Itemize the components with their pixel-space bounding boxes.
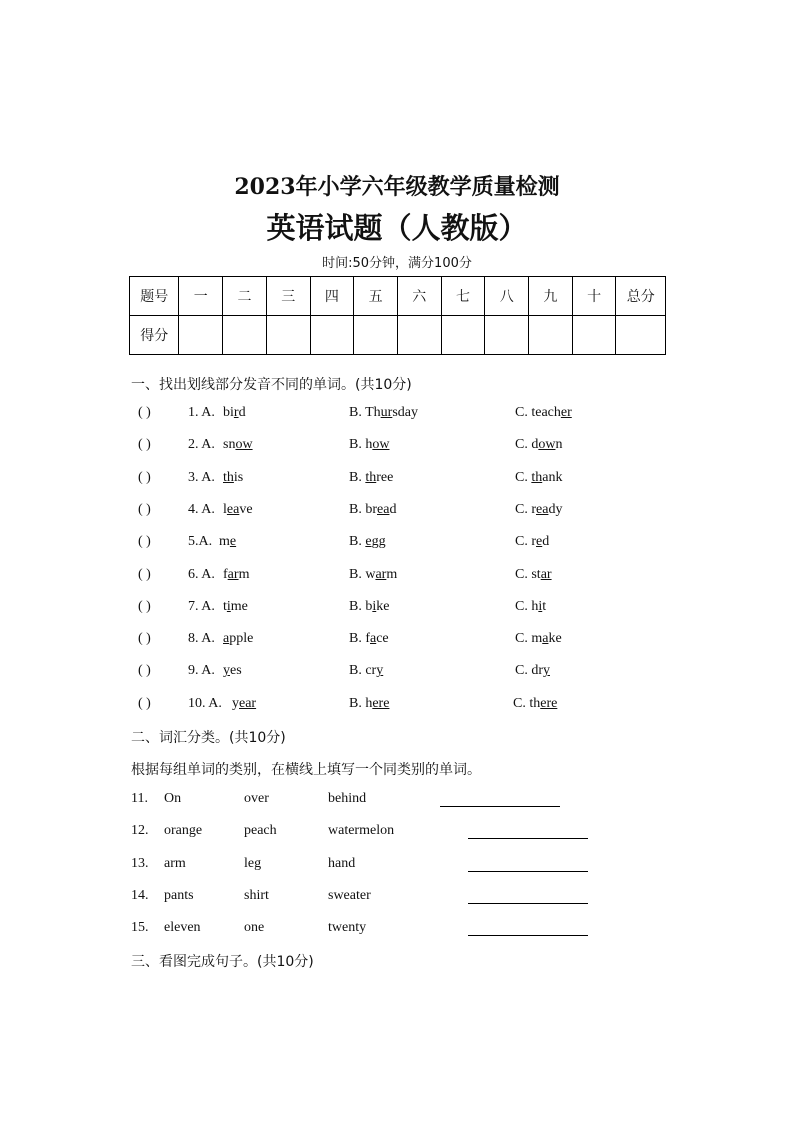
question-number: 6. A. — [188, 566, 215, 582]
underlined-letters: e — [536, 534, 543, 550]
word-3: sweater — [328, 887, 371, 903]
fill-in-line[interactable] — [468, 837, 588, 839]
question-number: 10. A. — [188, 695, 222, 711]
word-3: hand — [328, 855, 356, 871]
item-number: 13. — [131, 855, 149, 871]
fill-in-line[interactable] — [468, 934, 588, 936]
question-number: 5.A. — [188, 534, 213, 550]
answer-blank[interactable]: ( ) — [138, 534, 151, 550]
answer-blank[interactable]: ( ) — [138, 437, 151, 453]
word-1: pants — [164, 887, 194, 903]
section-2-heading: 二、词汇分类。(共10分) — [131, 730, 286, 746]
underlined-letters: e — [229, 534, 237, 550]
score-cell[interactable] — [572, 316, 616, 355]
item-number: 12. — [131, 823, 149, 839]
exam-time-info: 时间:50分钟，满分100分 — [322, 256, 472, 271]
word-2: over — [244, 791, 269, 806]
section-number-cell: 九 — [529, 277, 573, 316]
fill-in-line[interactable] — [440, 805, 560, 807]
underlined-letters: i — [226, 598, 231, 614]
exam-subject: 英语试题（人教版） — [266, 211, 528, 245]
option-b: B. egg — [349, 534, 386, 550]
option-a: snow — [223, 437, 253, 453]
underlined-letters: ere — [372, 695, 390, 711]
underlined-letters: ea — [536, 501, 549, 517]
fill-in-line[interactable] — [468, 870, 588, 872]
section-number-cell: 七 — [441, 277, 485, 316]
answer-blank[interactable]: ( ) — [138, 663, 151, 679]
item-number: 14. — [131, 887, 149, 903]
underlined-letters: e — [365, 534, 372, 550]
score-cell[interactable] — [266, 316, 310, 355]
question-number: 1. A. — [188, 405, 215, 420]
underlined-letters: th — [223, 469, 234, 485]
underlined-letters: y — [223, 663, 230, 679]
section-number-cell: 五 — [354, 277, 398, 316]
score-cell[interactable] — [354, 316, 398, 355]
question-number: 3. A. — [188, 469, 215, 485]
option-c: C. teacher — [515, 405, 572, 420]
underlined-letters: ere — [540, 695, 558, 711]
answer-blank[interactable]: ( ) — [138, 501, 151, 517]
underlined-letters: ur — [380, 405, 393, 420]
score-cell[interactable] — [223, 316, 267, 355]
score-table-header-row — [130, 277, 666, 316]
score-label: 得分 — [130, 316, 179, 355]
option-c: C. there — [513, 695, 558, 711]
question-number: 7. A. — [188, 598, 215, 614]
section-2-instruction: 根据每组单词的类别，在横线上填写一个同类别的单词。 — [131, 762, 481, 778]
exam-title: 2023年小学六年级教学质量检测 — [234, 174, 560, 200]
underlined-letters: y — [376, 663, 384, 679]
underlined-letters: ar — [375, 566, 387, 582]
question-number: 2. A. — [188, 437, 215, 453]
word-3: watermelon — [328, 823, 395, 839]
section-number-cell: 六 — [397, 277, 441, 316]
item-number: 11. — [131, 791, 148, 806]
score-cell[interactable] — [310, 316, 354, 355]
answer-blank[interactable]: ( ) — [138, 695, 151, 711]
answer-blank[interactable]: ( ) — [138, 631, 151, 647]
option-a: this — [223, 469, 244, 485]
underlined-letters: y — [543, 663, 550, 679]
underlined-letters: ow — [538, 437, 556, 453]
word-1: orange — [164, 823, 203, 839]
underlined-letters: er — [560, 405, 572, 420]
score-cell[interactable] — [529, 316, 573, 355]
section-number-cell: 三 — [266, 277, 310, 316]
option-b: B. bike — [349, 598, 390, 614]
underlined-letters: a — [223, 631, 230, 647]
option-b: B. warm — [349, 566, 398, 582]
word-3: behind — [328, 791, 367, 806]
underlined-letters: ar — [540, 566, 552, 582]
option-b: B. here — [349, 695, 390, 711]
answer-blank[interactable]: ( ) — [138, 566, 151, 582]
option-b: B. Thursday — [349, 405, 418, 420]
word-1: eleven — [164, 920, 201, 936]
option-c: C. star — [515, 566, 552, 582]
underlined-letters: ow — [235, 437, 253, 453]
score-cell[interactable] — [441, 316, 485, 355]
word-1: arm — [164, 855, 186, 871]
word-2: shirt — [244, 887, 269, 903]
underlined-letters: ea — [377, 501, 390, 517]
option-b: B. face — [349, 631, 389, 647]
section-1-heading: 一、找出划线部分发音不同的单词。(共10分) — [131, 377, 412, 393]
question-number: 8. A. — [188, 631, 215, 647]
option-b: B. cry — [349, 663, 384, 679]
option-b: B. bread — [349, 501, 397, 517]
score-cell[interactable] — [485, 316, 529, 355]
option-c: C. make — [515, 631, 562, 647]
answer-blank[interactable]: ( ) — [138, 405, 151, 420]
question-number: 9. A. — [188, 663, 215, 679]
score-table-score-row — [130, 316, 666, 355]
option-a: me — [219, 534, 237, 550]
section-number-cell: 十 — [572, 277, 616, 316]
underlined-letters: th — [531, 469, 543, 485]
word-3: twenty — [328, 920, 367, 936]
underlined-letters: ow — [372, 437, 390, 453]
item-number: 15. — [131, 920, 149, 936]
underlined-letters: th — [365, 469, 377, 485]
underlined-letters: ea — [226, 501, 240, 517]
question-number: 4. A. — [188, 501, 215, 517]
section-number-cell: 八 — [485, 277, 529, 316]
word-2: leg — [244, 855, 262, 871]
underlined-letters: i — [372, 598, 377, 614]
underlined-letters: ar — [227, 566, 239, 582]
option-a: farm — [223, 566, 250, 582]
underlined-letters: i — [538, 598, 543, 614]
option-a: bird — [223, 405, 246, 420]
option-a: time — [223, 598, 248, 614]
option-a: yes — [223, 663, 242, 679]
score-cell[interactable] — [616, 316, 666, 355]
question-number-label: 题号 — [130, 277, 179, 316]
option-c: C. thank — [515, 469, 563, 485]
option-a: leave — [223, 501, 253, 517]
option-a: year — [232, 695, 257, 711]
word-2: one — [244, 920, 265, 936]
option-c: C. down — [515, 437, 563, 453]
answer-blank[interactable]: ( ) — [138, 598, 151, 614]
section-number-cell: 二 — [223, 277, 267, 316]
score-table — [129, 276, 666, 355]
underlined-letters: ear — [239, 695, 257, 711]
word-2: peach — [244, 823, 277, 839]
score-cell[interactable] — [397, 316, 441, 355]
total-label: 总分 — [616, 277, 666, 316]
word-1: On — [164, 791, 182, 806]
underlined-letters: r — [233, 405, 239, 420]
option-c: C. ready — [515, 501, 563, 517]
section-number-cell: 四 — [310, 277, 354, 316]
underlined-letters: a — [542, 631, 549, 647]
option-c: C. red — [515, 534, 550, 550]
option-b: B. how — [349, 437, 390, 453]
score-cell[interactable] — [179, 316, 223, 355]
option-c: C. dry — [515, 663, 550, 679]
option-a: apple — [223, 631, 254, 647]
section-3-heading: 三、看图完成句子。(共10分) — [131, 954, 314, 970]
fill-in-line[interactable] — [468, 902, 588, 904]
answer-blank[interactable]: ( ) — [138, 469, 151, 485]
option-b: B. three — [349, 469, 394, 485]
option-c: C. hit — [515, 598, 547, 614]
underlined-letters: a — [370, 631, 377, 647]
section-number-cell: 一 — [179, 277, 223, 316]
